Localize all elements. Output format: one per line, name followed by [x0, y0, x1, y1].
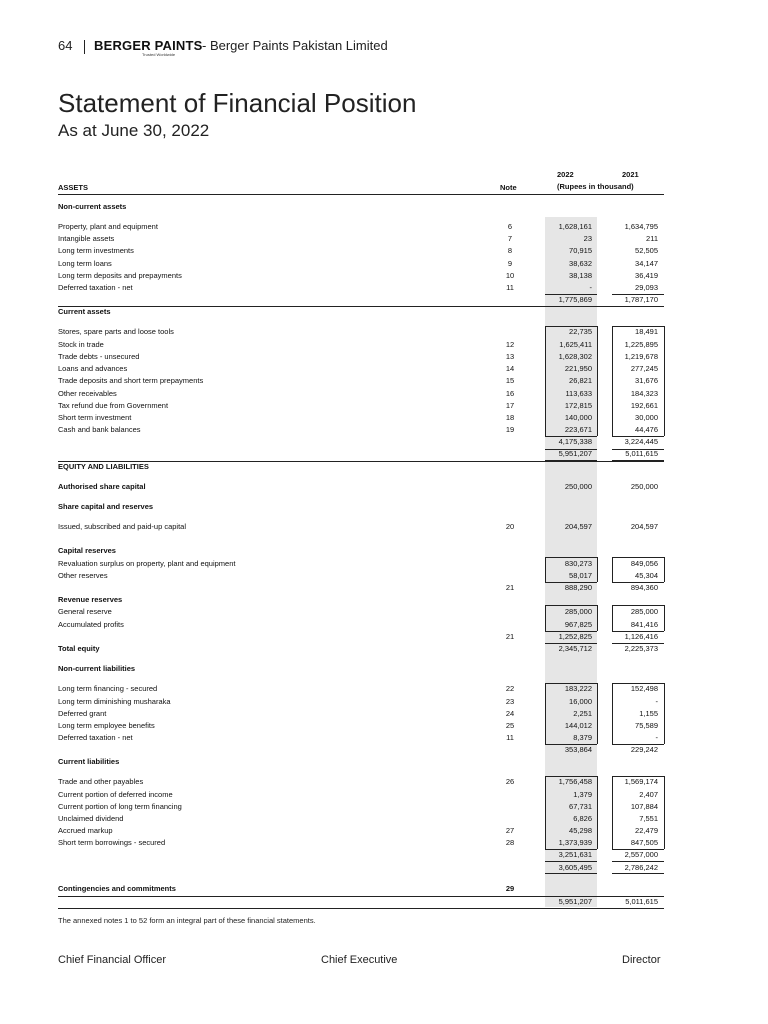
table-row: [58, 663, 668, 675]
row-value-2022: 70,915: [569, 246, 592, 255]
box-rule: [612, 605, 613, 631]
row-label: Non-current assets: [58, 202, 127, 211]
logo-text: BERGER PAINTS: [94, 38, 203, 53]
table-row: [58, 606, 668, 618]
table-row: [58, 582, 668, 594]
table-row: [58, 825, 668, 837]
row-label: Authorised share capital: [58, 482, 146, 491]
row-value-2022: 26,821: [569, 376, 592, 385]
header-divider: [84, 40, 85, 54]
row-value-2021: 30,000: [635, 413, 658, 422]
row-note: 16: [505, 389, 515, 398]
table-row: [58, 201, 668, 213]
table-row: [58, 400, 668, 412]
rule: [612, 294, 664, 295]
table-row: [58, 744, 668, 756]
row-label: Revaluation surplus on property, plant and equipment: [58, 559, 236, 568]
page-subtitle: As at June 30, 2022: [58, 121, 210, 140]
row-note: 15: [505, 376, 515, 385]
row-label: Other receivables: [58, 389, 117, 398]
table-row: [58, 683, 668, 695]
row-label: Tax refund due from Government: [58, 401, 169, 410]
row-value-2021: -: [655, 697, 658, 706]
row-value-2022: 5,951,207: [558, 449, 592, 458]
row-label: Trade deposits and short term prepayments: [58, 376, 204, 385]
row-note: 26: [505, 777, 515, 786]
row-label: Loans and advances: [58, 364, 128, 373]
table-row: [58, 789, 668, 801]
table-row: [58, 501, 668, 513]
row-value-2022: 3,251,631: [558, 850, 592, 859]
row-label: EQUITY AND LIABILITIES: [58, 462, 149, 471]
row-value-2022: 2,345,712: [558, 644, 592, 653]
rule: [612, 326, 664, 327]
rule: [612, 873, 664, 874]
row-value-2021: 34,147: [635, 259, 658, 268]
rule: [612, 631, 664, 632]
table-row: [58, 732, 668, 744]
rule: [545, 744, 597, 745]
table-row: [58, 326, 668, 338]
column-units: (Rupees in thousand): [557, 182, 634, 191]
box-rule: [545, 557, 546, 582]
row-value-2022: 353,864: [564, 745, 592, 754]
row-label: Long term employee benefits: [58, 721, 155, 730]
row-label: Stock in trade: [58, 340, 104, 349]
row-value-2021: 2,557,000: [624, 850, 658, 859]
box-rule: [597, 326, 598, 436]
row-value-2021: 1,219,678: [624, 352, 658, 361]
row-value-2022: 1,625,411: [559, 340, 592, 349]
row-value-2022: 2,251: [573, 709, 592, 718]
table-row: [58, 849, 668, 861]
table-row: [58, 461, 668, 473]
row-note: 11: [506, 283, 514, 292]
signature-ceo: Chief Executive: [321, 954, 398, 966]
row-label: Short term borrowings - secured: [58, 838, 166, 847]
table-row: [58, 339, 668, 351]
row-label: Trade and other payables: [58, 777, 144, 786]
row-value-2022: 58,017: [569, 571, 592, 580]
row-value-2021: 894,360: [630, 583, 658, 592]
row-value-2022: 204,597: [564, 522, 592, 531]
table-row: [58, 643, 668, 655]
row-value-2022: 250,000: [564, 482, 592, 491]
row-label: Contingencies and commitments: [58, 884, 176, 893]
row-note: 29: [505, 884, 515, 893]
row-label: Intangible assets: [58, 234, 115, 243]
box-rule: [664, 683, 665, 744]
column-2021: 2021: [622, 170, 639, 179]
table-row: [58, 412, 668, 424]
row-value-2021: 204,597: [630, 522, 658, 531]
row-label: Cash and bank balances: [58, 425, 141, 434]
rule: [545, 873, 597, 874]
rule: [545, 294, 597, 295]
row-value-2021: 229,242: [630, 745, 658, 754]
box-rule: [545, 605, 546, 631]
table-row: [58, 619, 668, 631]
row-label: Stores, spare parts and loose tools: [58, 327, 174, 336]
box-rule: [612, 776, 613, 849]
table-row: [58, 233, 668, 245]
row-note: 14: [505, 364, 515, 373]
table-row: [58, 545, 668, 557]
row-value-2022: 38,632: [569, 259, 592, 268]
row-label: General reserve: [58, 607, 112, 616]
row-note: 24: [505, 709, 515, 718]
row-value-2021: 2,225,373: [624, 644, 658, 653]
row-value-2022: 38,138: [569, 271, 592, 280]
row-value-2021: 1,569,174: [624, 777, 658, 786]
row-value-2021: 1,634,795: [624, 222, 658, 231]
row-value-2022: 1,252,825: [558, 632, 592, 641]
row-label: Share capital and reserves: [58, 502, 154, 511]
row-note: 21: [505, 632, 515, 641]
row-value-2022: 221,950: [564, 364, 592, 373]
row-note: 8: [507, 246, 513, 255]
rule: [545, 449, 597, 450]
row-label: Unclaimed dividend: [58, 814, 124, 823]
page-title: Statement of Financial Position: [58, 88, 417, 118]
table-row: [58, 245, 668, 257]
row-label: Long term diminishing musharaka: [58, 697, 171, 706]
rule: [612, 861, 664, 862]
row-value-2021: 285,000: [630, 607, 658, 616]
box-rule: [664, 776, 665, 849]
row-label: Long term deposits and prepayments: [58, 271, 182, 280]
row-value-2022: -: [589, 283, 592, 292]
row-value-2022: 22,735: [569, 327, 592, 336]
row-note: 18: [505, 413, 515, 422]
company-name: - Berger Paints Pakistan Limited: [202, 38, 388, 53]
row-value-2021: 192,661: [630, 401, 658, 410]
row-value-2021: 1,787,170: [624, 295, 658, 304]
row-label: Long term investments: [58, 246, 134, 255]
rule: [545, 849, 597, 850]
row-label: Capital reserves: [58, 546, 116, 555]
row-note: 27: [505, 826, 515, 835]
rule: [612, 849, 664, 850]
box-rule: [664, 326, 665, 436]
row-note: 10: [505, 271, 515, 280]
rule: [612, 436, 664, 437]
row-label: Deferred taxation - net: [58, 283, 133, 292]
row-value-2021: 1,155: [639, 709, 658, 718]
table-row: [58, 521, 668, 533]
row-note: 17: [505, 401, 515, 410]
table-row: [58, 481, 668, 493]
box-rule: [545, 683, 546, 744]
table-row: [58, 258, 668, 270]
rule: [545, 861, 597, 862]
row-label: Issued, subscribed and paid-up capital: [58, 522, 186, 531]
box-rule: [545, 326, 546, 436]
box-rule: [597, 776, 598, 849]
row-value-2022: 183,222: [564, 684, 592, 693]
row-label: Long term financing - secured: [58, 684, 158, 693]
rule: [612, 605, 664, 606]
row-note: 25: [505, 721, 515, 730]
rule: [612, 683, 664, 684]
row-label: Trade debts - unsecured: [58, 352, 140, 361]
row-value-2022: 5,951,207: [558, 897, 592, 906]
table-row: [58, 436, 668, 448]
section-rule: [58, 306, 664, 307]
box-rule: [597, 683, 598, 744]
row-value-2022: 45,298: [569, 826, 592, 835]
section-rule: [58, 908, 664, 909]
section-rule: [58, 896, 664, 897]
row-value-2022: 223,671: [564, 425, 592, 434]
table-row: [58, 221, 668, 233]
company-logo: [94, 38, 203, 57]
table-row: [58, 558, 668, 570]
box-rule: [597, 605, 598, 631]
row-label: Deferred grant: [58, 709, 107, 718]
row-note: 6: [507, 222, 513, 231]
row-value-2022: 1,756,458: [558, 777, 592, 786]
row-label: Short term investment: [58, 413, 132, 422]
table-row: [58, 351, 668, 363]
row-value-2021: -: [655, 733, 658, 742]
row-label: Current liabilities: [58, 757, 120, 766]
box-rule: [664, 557, 665, 582]
table-row: [58, 756, 668, 768]
rule: [545, 643, 597, 644]
row-value-2021: 849,056: [630, 559, 658, 568]
row-value-2021: 107,884: [630, 802, 658, 811]
column-note: Note: [500, 183, 517, 192]
table-row: [58, 776, 668, 788]
row-value-2022: 144,012: [564, 721, 592, 730]
row-note: 23: [505, 697, 515, 706]
row-value-2022: 16,000: [569, 697, 592, 706]
signature-director: Director: [622, 954, 661, 966]
row-note: 21: [505, 583, 515, 592]
row-value-2021: 29,093: [635, 283, 658, 292]
row-label: Current portion of long term financing: [58, 802, 182, 811]
row-value-2022: 1,628,161: [558, 222, 592, 231]
table-row: [58, 294, 668, 306]
row-value-2021: 31,676: [635, 376, 658, 385]
box-rule: [612, 326, 613, 436]
box-rule: [545, 776, 546, 849]
table-row: [58, 837, 668, 849]
row-value-2022: 967,825: [564, 620, 592, 629]
row-value-2022: 1,379: [573, 790, 592, 799]
assets-heading: ASSETS: [58, 183, 89, 192]
row-label: Property, plant and equipment: [58, 222, 158, 231]
table-row: [58, 363, 668, 375]
rule: [612, 557, 664, 558]
footnote: The annexed notes 1 to 52 form an integral part of these financial statements.: [58, 916, 316, 925]
row-value-2022: 6,826: [573, 814, 592, 823]
rule: [612, 582, 664, 583]
rule: [545, 582, 597, 583]
rule: [545, 631, 597, 632]
row-value-2021: 2,407: [639, 790, 658, 799]
table-row: [58, 631, 668, 643]
rule: [612, 776, 664, 777]
row-value-2022: 1,628,302: [558, 352, 592, 361]
box-rule: [664, 605, 665, 631]
row-value-2021: 36,419: [635, 271, 658, 280]
row-label: Long term loans: [58, 259, 112, 268]
row-value-2021: 22,479: [635, 826, 658, 835]
row-value-2022: 172,815: [564, 401, 592, 410]
row-value-2021: 44,476: [635, 425, 658, 434]
table-row: [58, 282, 668, 294]
rule: [545, 683, 597, 684]
row-value-2022: 1,775,869: [558, 295, 592, 304]
row-value-2022: 3,605,495: [558, 863, 592, 872]
table-row: [58, 375, 668, 387]
table-row: [58, 388, 668, 400]
row-value-2021: 1,126,416: [624, 632, 658, 641]
row-value-2022: 4,175,338: [558, 437, 592, 446]
row-value-2022: 8,379: [573, 733, 592, 742]
table-row: [58, 801, 668, 813]
row-value-2022: 23: [583, 234, 592, 243]
row-value-2021: 277,245: [630, 364, 658, 373]
row-label: Revenue reserves: [58, 595, 123, 604]
row-label: Accumulated profits: [58, 620, 124, 629]
table-row: [58, 708, 668, 720]
row-value-2021: 7,551: [639, 814, 658, 823]
table-row: [58, 720, 668, 732]
row-value-2022: 113,633: [565, 389, 592, 398]
row-label: Deferred taxation - net: [58, 733, 133, 742]
row-value-2021: 152,498: [630, 684, 658, 693]
table-row: [58, 896, 668, 908]
table-row: [58, 570, 668, 582]
row-note: 11: [506, 733, 514, 742]
row-value-2021: 18,491: [635, 327, 658, 336]
table-row: [58, 424, 668, 436]
row-value-2021: 847,505: [630, 838, 658, 847]
row-note: 9: [507, 259, 513, 268]
row-value-2021: 184,323: [630, 389, 658, 398]
row-note: 22: [505, 684, 515, 693]
page-number: 64: [58, 38, 73, 53]
column-2022: 2022: [557, 170, 574, 179]
row-value-2022: 285,000: [564, 607, 592, 616]
logo-tagline: Trusted Worldwide: [142, 52, 176, 57]
box-rule: [612, 683, 613, 744]
row-value-2021: 2,786,242: [624, 863, 658, 872]
row-value-2021: 250,000: [630, 482, 658, 491]
row-note: 7: [507, 234, 513, 243]
row-value-2021: 5,011,615: [625, 897, 658, 906]
row-value-2021: 75,589: [635, 721, 658, 730]
row-value-2021: 52,505: [635, 246, 658, 255]
row-value-2022: 140,000: [564, 413, 592, 422]
row-note: 12: [505, 340, 515, 349]
row-value-2021: 211: [646, 234, 658, 243]
row-value-2022: 1,373,939: [558, 838, 592, 847]
section-rule: [58, 461, 664, 462]
row-note: 19: [505, 425, 515, 434]
rule: [612, 449, 664, 450]
signature-cfo: Chief Financial Officer: [58, 954, 167, 966]
row-label: Total equity: [58, 644, 100, 653]
row-label: Current assets: [58, 307, 111, 316]
rule: [545, 436, 597, 437]
rule: [545, 776, 597, 777]
row-label: Current portion of deferred income: [58, 790, 173, 799]
row-value-2021: 5,011,615: [625, 449, 658, 458]
row-value-2022: 67,731: [569, 802, 592, 811]
row-value-2021: 45,304: [635, 571, 658, 580]
table-row: [58, 270, 668, 282]
rule: [612, 643, 664, 644]
box-rule: [597, 557, 598, 582]
rule: [545, 326, 597, 327]
row-value-2021: 1,225,895: [624, 340, 658, 349]
header-rule: [58, 194, 664, 195]
rule: [545, 557, 597, 558]
row-note: 13: [505, 352, 515, 361]
row-value-2021: 3,224,445: [624, 437, 658, 446]
row-label: Accrued markup: [58, 826, 113, 835]
box-rule: [612, 557, 613, 582]
rule: [545, 605, 597, 606]
row-value-2022: 830,273: [564, 559, 592, 568]
table-row: [58, 813, 668, 825]
rule: [612, 744, 664, 745]
row-note: 20: [505, 522, 515, 531]
table-row: [58, 883, 668, 895]
row-value-2022: 888,290: [564, 583, 592, 592]
table-row: [58, 306, 668, 318]
row-label: Non-current liabilities: [58, 664, 136, 673]
row-value-2021: 841,416: [630, 620, 658, 629]
table-row: [58, 696, 668, 708]
row-note: 28: [505, 838, 515, 847]
row-label: Other reserves: [58, 571, 108, 580]
